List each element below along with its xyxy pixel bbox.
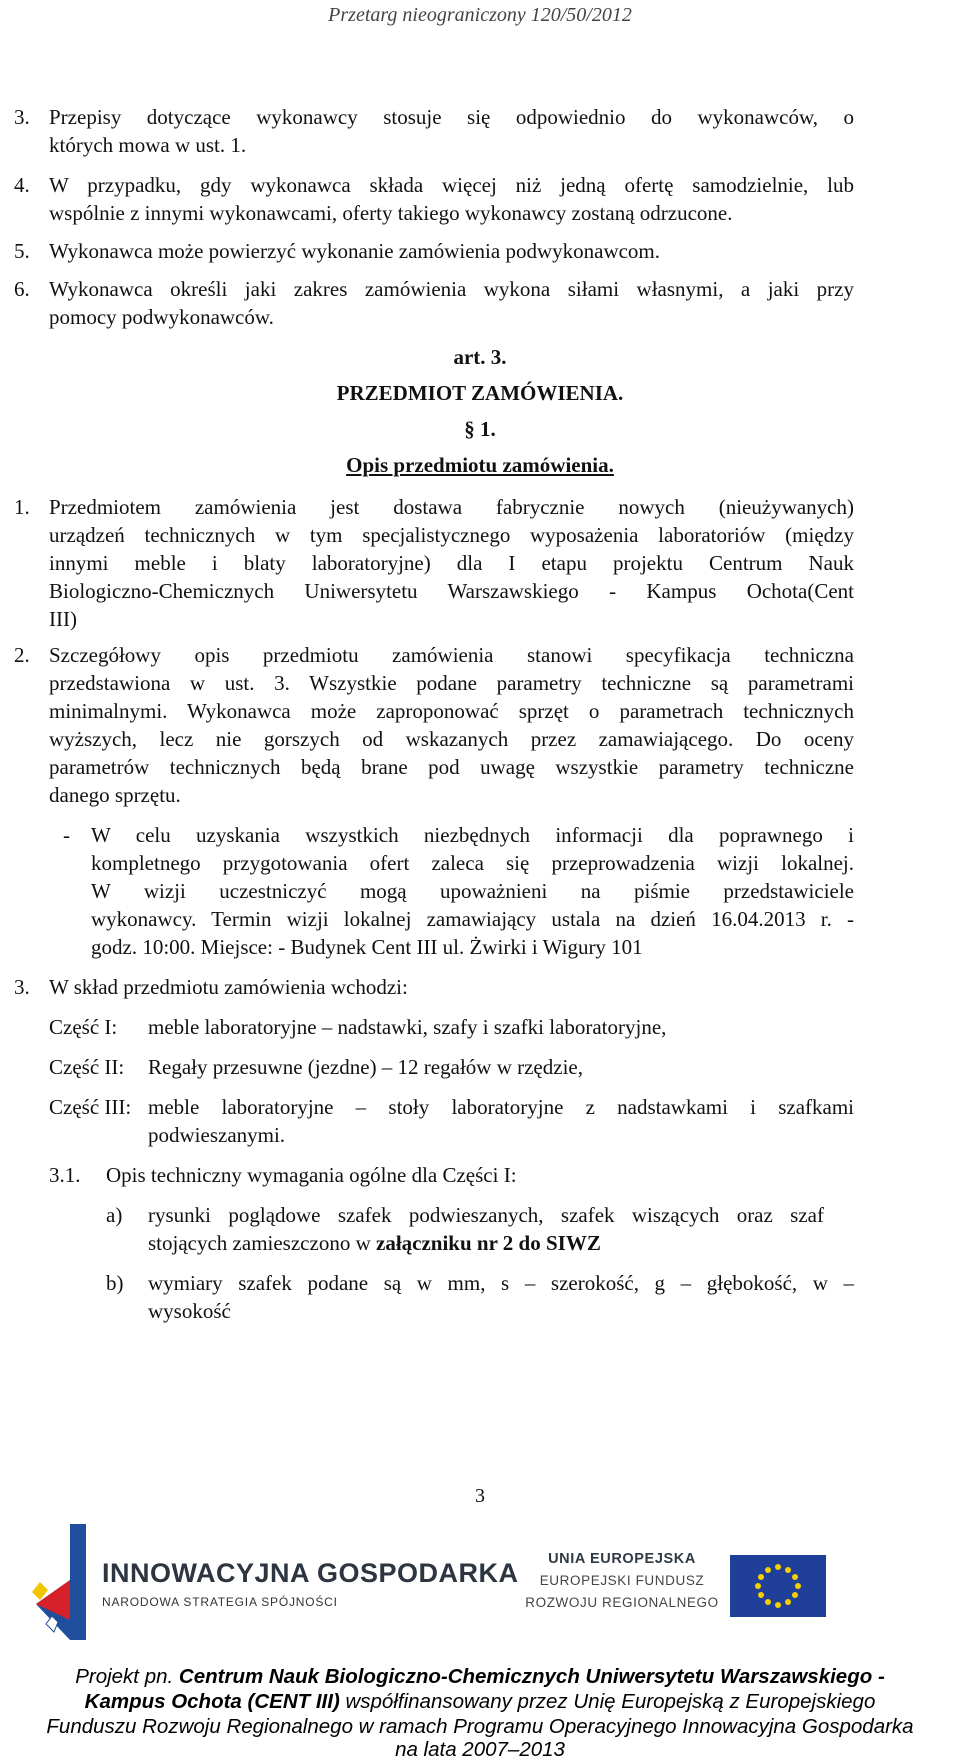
part-text: meble laboratoryjne – nadstawki, szafy i szafki laboratoryjne, bbox=[148, 1015, 667, 1039]
paragraph-line: wspólnie z innymi wykonawcami, oferty takiego wykonawcy zostaną odrzucone. bbox=[49, 201, 733, 225]
text-run: w ramach Programu Operacyjnego Innowacyjna Gospodarka bbox=[352, 1715, 914, 1738]
paragraph-mark: § 1. bbox=[464, 417, 496, 441]
project-name-cont: Kampus Ochota (CENT III) bbox=[84, 1690, 340, 1713]
text-run: Funduszu Rozwoju Regionalnego bbox=[46, 1715, 353, 1738]
item-number: 1. bbox=[14, 495, 30, 519]
part-label: Część II: bbox=[49, 1055, 125, 1079]
list-letter: b) bbox=[106, 1271, 124, 1295]
item-number: 3. bbox=[14, 105, 30, 129]
paragraph-line: minimalnymi. Wykonawca może zaproponować sprzęt o parametrach technicznych bbox=[49, 699, 854, 723]
paragraph-line: Szczegółowy opis przedmiotu zamówienia stanowi specyfikacja techniczna bbox=[49, 643, 854, 667]
unia-europejska-logo bbox=[525, 1545, 860, 1635]
paragraph-line: W celu uzyskania wszystkich niezbędnych informacji dla poprawnego i bbox=[91, 823, 854, 847]
logo-subtitle: NARODOWA STRATEGIA SPÓJNOŚCI bbox=[102, 1595, 338, 1609]
eu-logo-line2: EUROPEJSKI FUNDUSZ bbox=[539, 1573, 705, 1588]
section-subtitle: Opis przedmiotu zamówienia. bbox=[346, 453, 614, 477]
footer-line bbox=[0, 1714, 960, 1739]
paragraph-line: Wykonawca określi jaki zakres zamówienia wykona siłami własnymi, a jaki przy bbox=[49, 277, 854, 301]
part-text: podwieszanymi. bbox=[148, 1123, 286, 1147]
paragraph-line: wyższych, lecz nie gorszych od wskazanych przez zamawiającego. Do oceny bbox=[49, 727, 854, 751]
paragraph-line: W skład przedmiotu zamówienia wchodzi: bbox=[49, 975, 408, 999]
logo-title: INNOWACYJNA GOSPODARKA bbox=[102, 1558, 519, 1588]
eu-logo-title: UNIA EUROPEJSKA bbox=[548, 1551, 696, 1567]
paragraph-line: godz. 10:00. Miejsce: - Budynek Cent III ul. Żwirki i Wigury 101 bbox=[91, 935, 643, 959]
text-run: Projekt pn. bbox=[75, 1665, 179, 1688]
part-label: Część I: bbox=[49, 1015, 118, 1039]
paragraph-line: przedstawiona w ust. 3. Wszystkie podane parametry techniczne są parametrami bbox=[49, 671, 854, 695]
footer-line bbox=[0, 1689, 960, 1714]
footer-line bbox=[0, 1664, 960, 1689]
part-text: meble laboratoryjne – stoły laboratoryjne z nadstawkami i szafkami bbox=[148, 1095, 854, 1119]
paragraph-line: W przypadku, gdy wykonawca składa więcej niż jedną ofertę samodzielnie, lub bbox=[49, 173, 854, 197]
paragraph-line bbox=[148, 1228, 601, 1258]
paragraph-line: wykonawcy. Termin wizji lokalnej zamawiający ustala na dzień 16.04.2013 r. - bbox=[91, 907, 854, 931]
logo-shape-blue bbox=[36, 1524, 86, 1640]
paragraph-line: danego sprzętu. bbox=[49, 783, 181, 807]
item-number: 6. bbox=[14, 277, 30, 301]
paragraph-line: Przepisy dotyczące wykonawcy stosuje się odpowiednio do wykonawców, o bbox=[49, 105, 854, 129]
part-text: Regały przesuwne (jezdne) – 12 regałów w rzędzie, bbox=[148, 1055, 583, 1079]
footer-line: na lata 2007–2013 bbox=[395, 1738, 565, 1761]
eu-logo-line3: ROZWOJU REGIONALNEGO bbox=[525, 1595, 719, 1610]
section-title: PRZEDMIOT ZAMÓWIENIA. bbox=[336, 381, 624, 405]
paragraph-line: pomocy podwykonawców. bbox=[49, 305, 274, 329]
project-name: Centrum Nauk Biologiczno-Chemicznych Uniwersytetu Warszawskiego - bbox=[178, 1665, 885, 1688]
paragraph-line: Biologiczno-Chemicznych Uniwersytetu Warszawskiego - Kampus Ochota(Cent bbox=[49, 579, 854, 603]
paragraph-line: parametrów technicznych będą brane pod uwagę wszystkie parametry techniczne bbox=[49, 755, 854, 779]
paragraph-line: urządzeń technicznych w tym specjalistycznego wyposażenia laboratoriów (między bbox=[49, 523, 854, 547]
article-heading: art. 3. bbox=[453, 345, 507, 369]
page-header-title: Przetarg nieograniczony 120/50/2012 bbox=[328, 4, 632, 26]
paragraph-line: rysunki poglądowe szafek podwieszanych, szafek wiszących oraz szaf bbox=[148, 1203, 824, 1227]
item-number: 4. bbox=[14, 173, 30, 197]
paragraph-line: kompletnego przygotowania ofert zaleca się przeprowadzenia wizji lokalnej. bbox=[91, 851, 854, 875]
item-number: 2. bbox=[14, 643, 30, 667]
paragraph-line: innymi meble i blaty laboratoryjne) dla I etapu projektu Centrum Nauk bbox=[49, 551, 854, 575]
paragraph-line: których mowa w ust. 1. bbox=[49, 133, 247, 157]
dash-bullet: - bbox=[63, 823, 70, 847]
paragraph-line: wysokość bbox=[148, 1299, 231, 1323]
list-letter: a) bbox=[106, 1203, 123, 1227]
item-number: 5. bbox=[14, 239, 30, 263]
paragraph-line: III) bbox=[49, 607, 77, 631]
paragraph-line: Wykonawca może powierzyć wykonanie zamówienia podwykonawcom. bbox=[49, 239, 661, 263]
page-number: 3 bbox=[475, 1485, 485, 1507]
paragraph-line: Przedmiotem zamówienia jest dostawa fabrycznie nowych (nieużywanych) bbox=[49, 495, 854, 519]
attachment-reference: załączniku nr 2 do SIWZ bbox=[376, 1231, 601, 1255]
part-label: Część III: bbox=[49, 1095, 132, 1119]
paragraph-line: W wizji uczestniczyć mogą upoważnieni na piśmie przedstawiciele bbox=[91, 879, 854, 903]
text-run: stojących zamieszczono w bbox=[148, 1231, 376, 1255]
subsection-number: 3.1. bbox=[49, 1163, 81, 1187]
item-number: 3. bbox=[14, 975, 30, 999]
innowacyjna-gospodarka-logo bbox=[30, 1520, 519, 1650]
paragraph-line: wymiary szafek podane są w mm, s – szerokość, g – głębokość, w – bbox=[148, 1271, 854, 1295]
text-run: współfinansowany przez Unię Europejską z Europejskiego bbox=[339, 1690, 876, 1713]
subsection-title: Opis techniczny wymagania ogólne dla Części I: bbox=[106, 1163, 517, 1187]
